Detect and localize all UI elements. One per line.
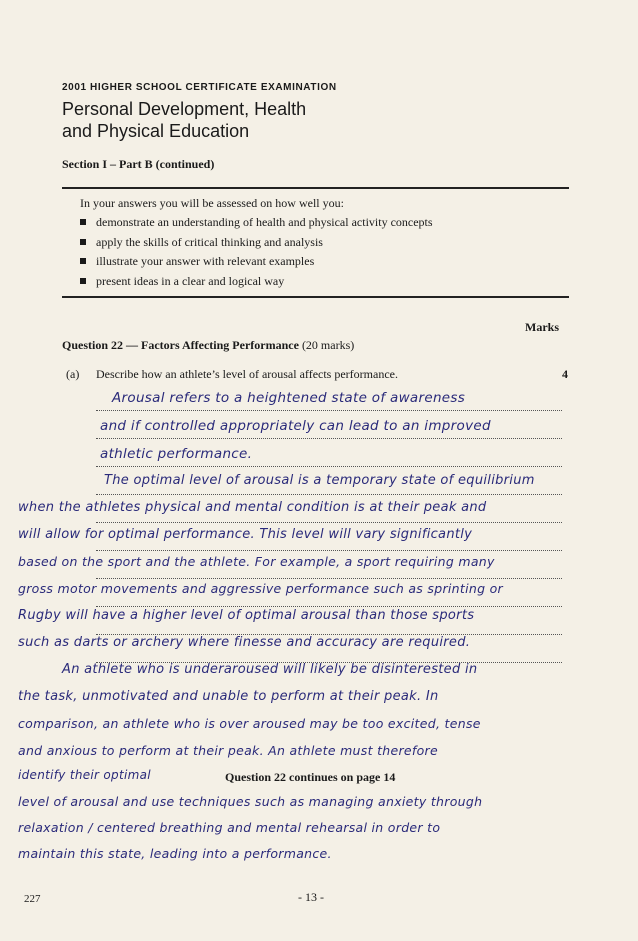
paper-code: 227 — [24, 893, 41, 905]
question-title: Question 22 — Factors Affecting Performance — [62, 338, 299, 352]
section-heading: Section I – Part B (continued) — [62, 157, 215, 171]
page-number: - 13 - — [298, 890, 324, 904]
handwritten-line: when the athletes physical and mental condition is at their peak and — [18, 500, 487, 515]
handwritten-line: level of arousal and use techniques such as managing anxiety through — [18, 794, 483, 809]
handwritten-line: and if controlled appropriately can lead to an improved — [100, 418, 491, 434]
handwritten-line: and anxious to perform at their peak. An athlete must therefore — [18, 743, 438, 758]
answer-line — [96, 438, 562, 439]
handwritten-line: athletic performance. — [100, 446, 253, 462]
criteria-item: demonstrate an understanding of health and physical activity concepts — [78, 213, 433, 233]
exam-line: 2001 HIGHER SCHOOL CERTIFICATE EXAMINATION — [62, 82, 337, 93]
question-heading — [62, 338, 354, 353]
handwritten-line: will allow for optimal performance. This level will vary significantly — [18, 527, 473, 542]
criteria-item: present ideas in a clear and logical way — [78, 272, 433, 292]
top-rule — [62, 187, 569, 189]
handwritten-line: The optimal level of arousal is a temporary state of equilibrium — [104, 473, 535, 488]
marks-heading: Marks — [525, 320, 559, 334]
handwritten-line: An athlete who is underaroused will likely be disinterested in — [62, 662, 478, 677]
criteria-intro: In your answers you will be assessed on how well you: — [80, 196, 344, 210]
part-marks: 4 — [562, 367, 568, 381]
handwritten-line: based on the sport and the athlete. For example, a sport requiring many — [18, 554, 495, 569]
handwritten-line: such as darts or archery where finesse and accuracy are required. — [18, 635, 471, 650]
handwritten-line: the task, unmotivated and unable to perform at their peak. In — [18, 689, 439, 704]
answer-line — [96, 494, 562, 495]
handwritten-line: Arousal refers to a heightened state of awareness — [112, 390, 466, 406]
question-marks: (20 marks) — [298, 338, 355, 352]
part-question: Describe how an athlete’s level of arousal affects performance. — [96, 367, 398, 381]
answer-line — [96, 466, 562, 467]
answer-line — [96, 522, 562, 523]
title-line-1: Personal Development, Health — [62, 99, 307, 119]
bottom-rule — [62, 296, 569, 298]
answer-line — [96, 578, 562, 579]
title-line-2: and Physical Education — [62, 121, 250, 141]
handwritten-line: relaxation / centered breathing and mental rehearsal in order to — [18, 820, 441, 835]
answer-line — [96, 550, 562, 551]
handwritten-line: identify their optimal — [18, 768, 151, 782]
answer-line — [96, 606, 562, 607]
document-title — [62, 98, 306, 142]
criteria-item: apply the skills of critical thinking and analysis — [78, 233, 433, 253]
handwritten-line: comparison, an athlete who is over aroused may be too excited, tense — [18, 716, 481, 731]
handwritten-line: gross motor movements and aggressive performance such as sprinting or — [18, 581, 503, 596]
handwritten-line: Rugby will have a higher level of optimal arousal than those sports — [18, 608, 475, 623]
criteria-item: illustrate your answer with relevant examples — [78, 252, 433, 272]
criteria-list — [78, 213, 433, 291]
continues-note: Question 22 continues on page 14 — [225, 770, 396, 784]
answer-line — [96, 410, 562, 411]
handwritten-line: maintain this state, leading into a performance. — [18, 846, 332, 861]
part-label: (a) — [66, 367, 80, 381]
